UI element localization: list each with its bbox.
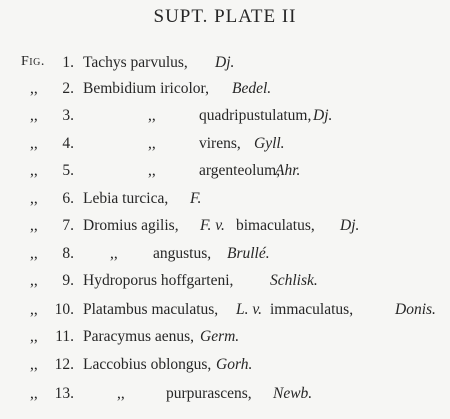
list-item (0, 356, 450, 378)
species-name: Dromius agilis, (83, 217, 179, 234)
author-name: Gorh. (216, 356, 253, 373)
list-item (0, 328, 450, 350)
page-title: SUPT. PLATE II (153, 6, 297, 27)
ditto-mark: ,, (30, 217, 38, 234)
fig-number: 5. (62, 162, 74, 179)
ditto-mark: ,, (30, 245, 38, 262)
ditto-mark: ,, (148, 107, 156, 124)
species-name: Paracymus aenus, (83, 328, 195, 345)
ditto-mark: ,, (117, 385, 125, 402)
fig-number: 8. (62, 245, 74, 262)
variety-name: immaculatus, (270, 301, 354, 318)
list-item (0, 190, 450, 212)
fig-number: 9. (62, 272, 74, 289)
ditto-mark: ,, (30, 162, 38, 179)
species-name: purpurascens, (166, 385, 252, 402)
list-item (0, 54, 450, 76)
species-name: Laccobius oblongus, (83, 356, 212, 373)
author-name: Ahr. (275, 162, 301, 179)
author-name: Schlisk. (270, 272, 318, 289)
ditto-mark: ,, (30, 272, 38, 289)
list-item (0, 135, 450, 157)
fig-number: 3. (62, 107, 74, 124)
author-name: Dj. (313, 107, 333, 124)
ditto-mark: ,, (30, 356, 38, 373)
list-item (0, 162, 450, 184)
list-item (0, 107, 450, 129)
fig-number: 4. (62, 135, 74, 152)
ditto-mark: ,, (110, 245, 118, 262)
author-name: Dj. (215, 54, 235, 71)
species-name: Tachys parvulus, (83, 54, 188, 71)
species-name: Platambus maculatus, (83, 301, 219, 318)
fig-number: 10. (54, 301, 74, 318)
ditto-mark: ,, (148, 135, 156, 152)
ditto-mark: ,, (30, 107, 38, 124)
species-name: Bembidium iricolor, (83, 80, 209, 97)
author-name: F. (190, 190, 202, 207)
list-item (0, 385, 450, 407)
species-name: angustus, (153, 245, 212, 262)
list-item (0, 80, 450, 102)
fig-number: 7. (62, 217, 74, 234)
author-name: F. v. (200, 217, 225, 234)
fig-number: 1. (62, 54, 74, 71)
species-name: Lebia turcica, (83, 190, 169, 207)
species-name: quadripustulatum, (199, 107, 312, 124)
author-name: Gyll. (254, 135, 285, 152)
species-name: argenteolum, (199, 162, 281, 179)
ditto-mark: ,, (148, 162, 156, 179)
fig-number: 2. (62, 80, 74, 97)
list-item (0, 217, 450, 239)
species-name: Hydroporus hoffgarteni, (83, 272, 234, 289)
ditto-mark: ,, (30, 385, 38, 402)
ditto-mark: ,, (30, 190, 38, 207)
author-name: Bedel. (232, 80, 272, 97)
ditto-mark: ,, (30, 328, 38, 345)
species-name: virens, (199, 135, 241, 152)
author-name: L. v. (236, 301, 262, 318)
author-name: Dj. (340, 217, 360, 234)
author-name: Germ. (200, 328, 240, 345)
author-name: Donis. (395, 301, 436, 318)
fig-number: 13. (54, 385, 74, 402)
ditto-mark: ,, (30, 135, 38, 152)
list-item (0, 272, 450, 294)
fig-number: 12. (54, 356, 74, 373)
author-name: Newb. (273, 385, 313, 402)
author-name: Brullé. (227, 245, 270, 262)
fig-number: 11. (55, 328, 74, 345)
list-item (0, 301, 450, 323)
ditto-mark: ,, (30, 80, 38, 97)
fig-number: 6. (62, 190, 74, 207)
variety-name: bimaculatus, (236, 217, 315, 234)
fig-label: Fig. (21, 54, 45, 69)
list-item (0, 245, 450, 267)
ditto-mark: ,, (30, 301, 38, 318)
